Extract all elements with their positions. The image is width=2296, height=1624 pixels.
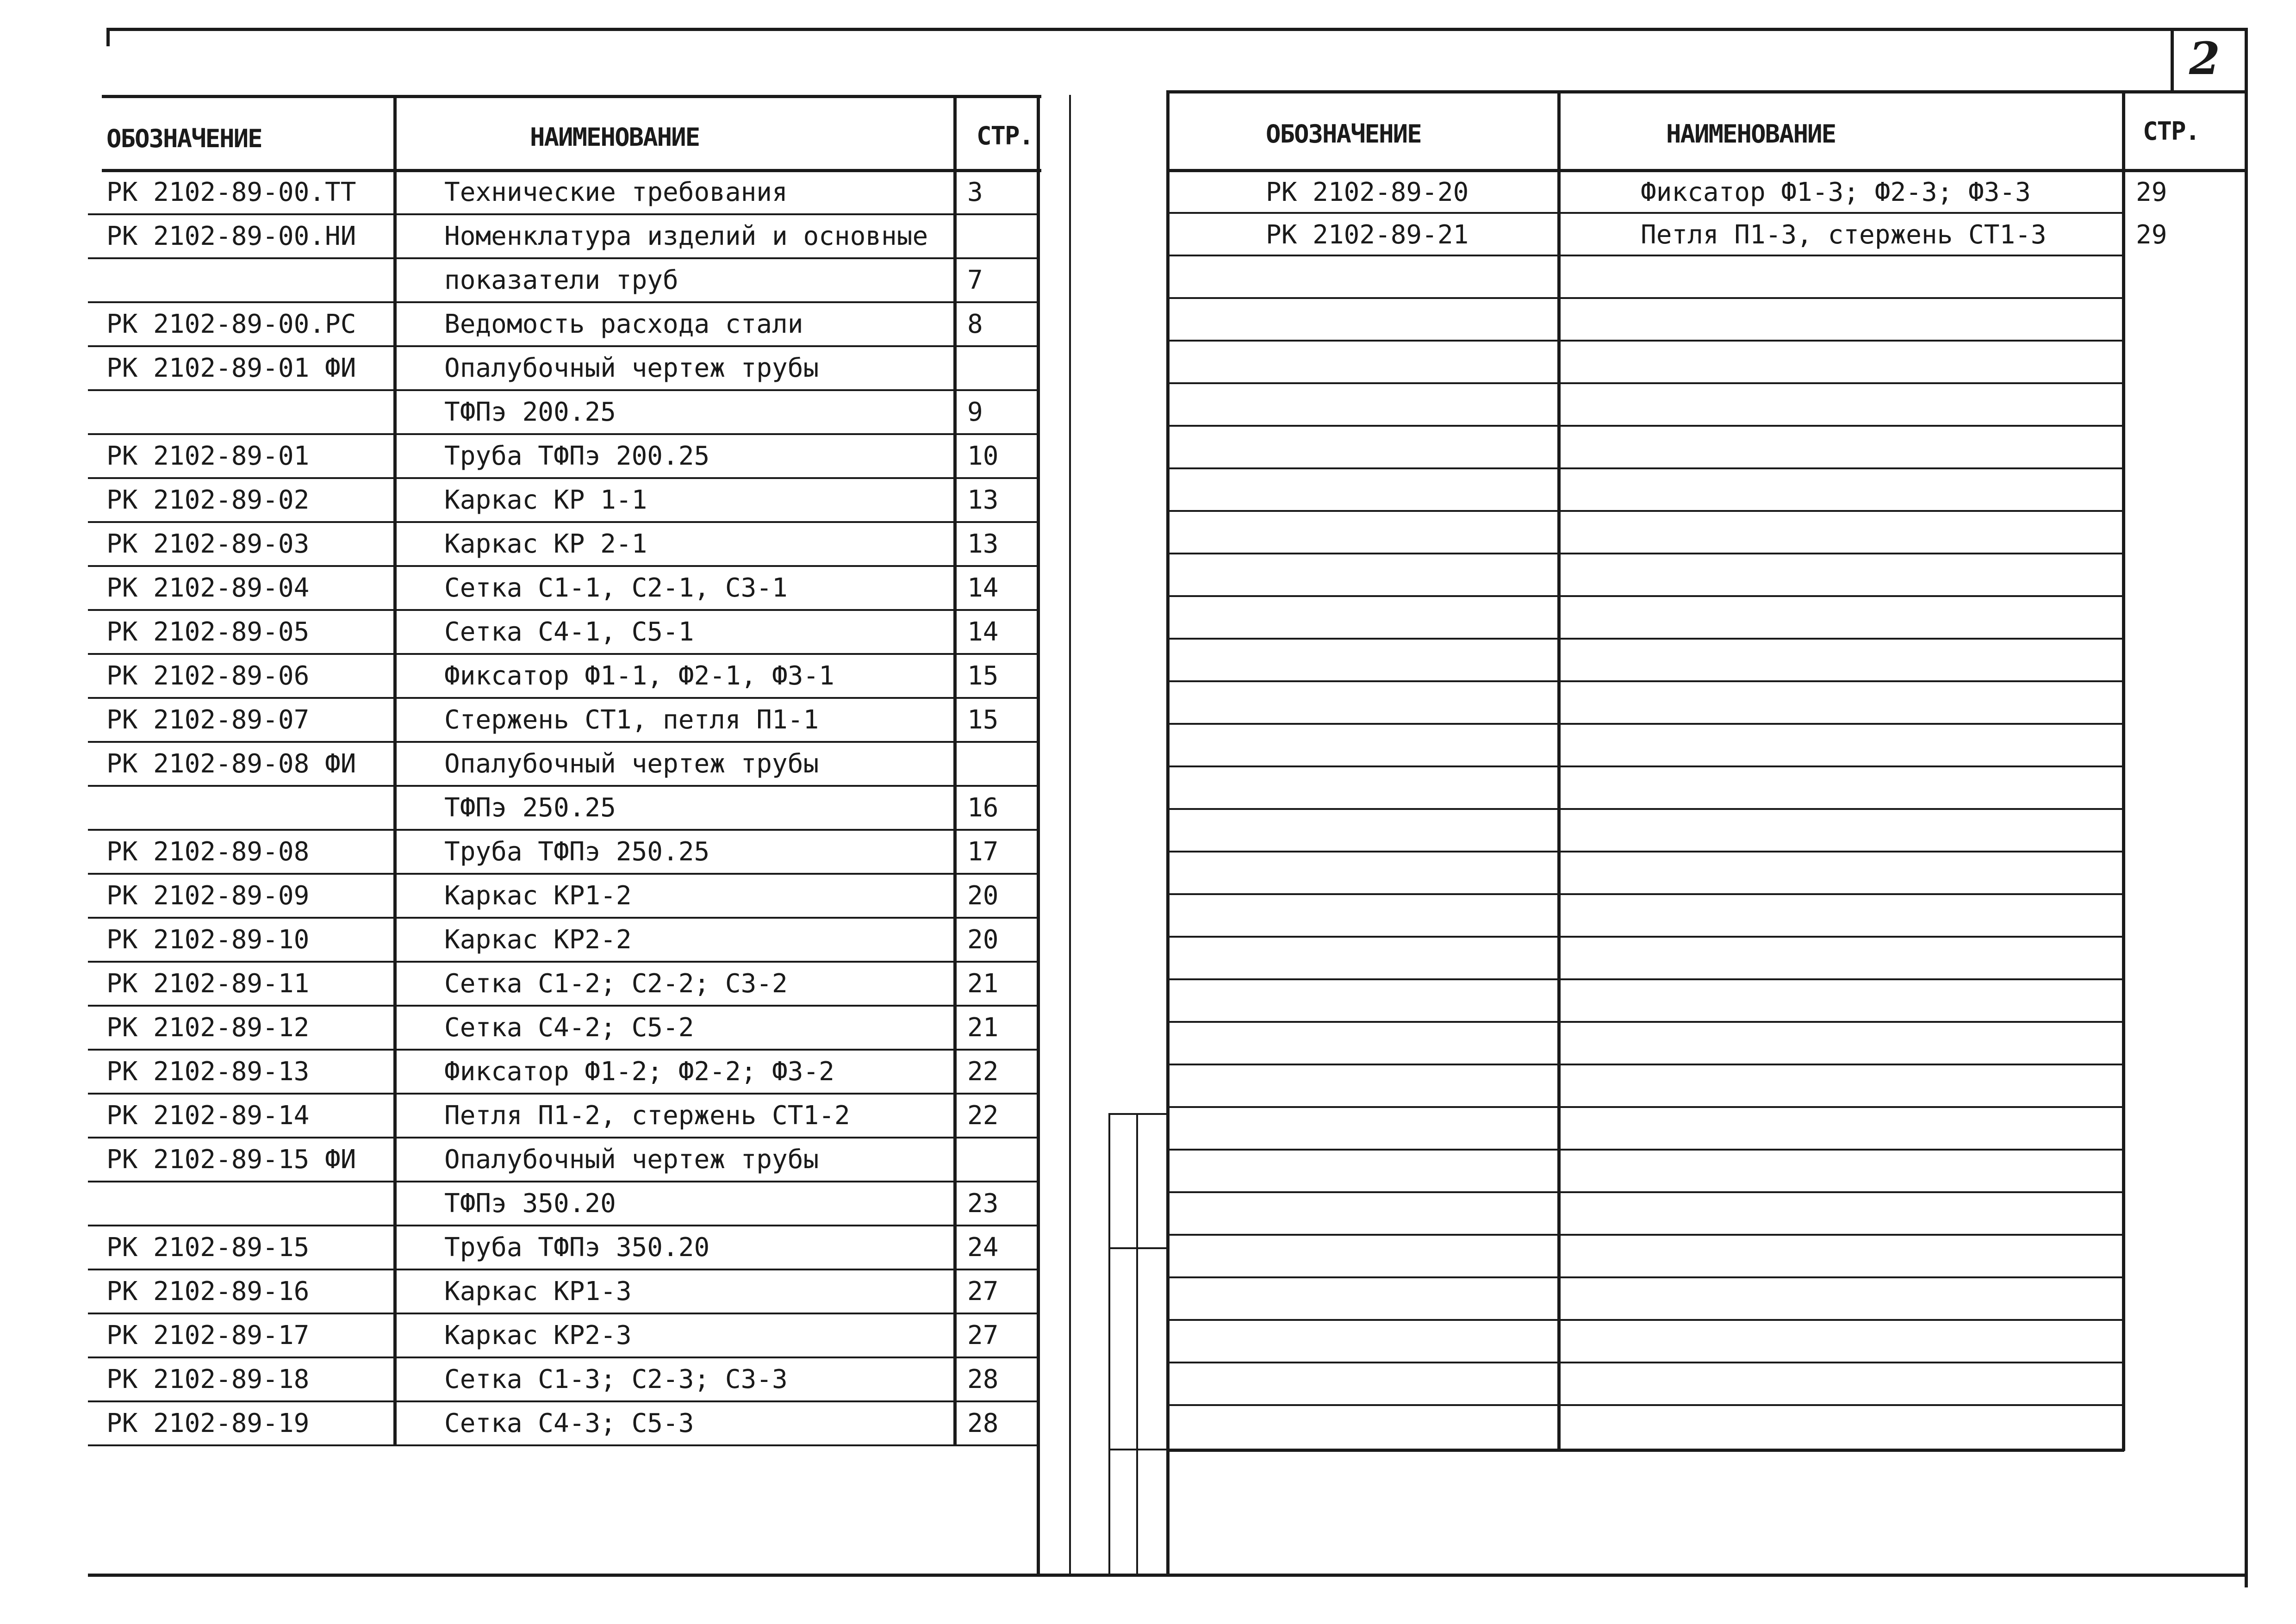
right-table-left-border <box>1166 90 1170 1576</box>
row-separator <box>88 873 1037 875</box>
left-row-name: Каркас КР 1-1 <box>444 485 647 515</box>
left-row-name: Фиксатор Ф1-1, Ф2-1, Ф3-1 <box>444 661 834 691</box>
row-separator <box>88 1093 1037 1095</box>
left-row-name: Сетка С1-1, С2-1, С3-1 <box>444 573 788 603</box>
left-row-name: ТФПэ 250.25 <box>444 793 616 823</box>
left-row-code: РК 2102-89-08 ФИ <box>106 749 356 779</box>
binding-strip-top <box>1108 1113 1166 1115</box>
row-separator <box>88 1444 1037 1446</box>
row-separator <box>1166 1021 2124 1023</box>
left-row-page: 9 <box>967 397 983 427</box>
row-separator <box>88 1181 1037 1182</box>
left-row-code: РК 2102-89-01 <box>106 441 310 471</box>
left-header-page: СТР. <box>977 121 1033 150</box>
left-row-page: 15 <box>967 705 999 735</box>
left-row-code: РК 2102-89-00.НИ <box>106 221 356 251</box>
row-separator <box>1166 638 2124 640</box>
row-separator <box>88 345 1037 347</box>
left-row-page: 16 <box>967 793 999 823</box>
row-separator <box>1166 1276 2124 1278</box>
left-row-name: Каркас КР2-2 <box>444 925 632 955</box>
row-separator <box>1166 1404 2124 1406</box>
right-frame-line <box>2245 28 2248 1587</box>
left-row-page: 3 <box>967 177 983 207</box>
right-header-top-line <box>1166 90 2245 93</box>
left-row-page: 20 <box>967 925 999 955</box>
left-row-code: РК 2102-89-04 <box>106 573 310 603</box>
row-separator <box>1166 978 2124 980</box>
left-row-code: РК 2102-89-07 <box>106 705 310 735</box>
left-row-name: Опалубочный чертеж трубы <box>444 749 819 779</box>
row-separator <box>88 1005 1037 1007</box>
right-row-name: Фиксатор Ф1-3; Ф2-3; Ф3-3 <box>1641 177 2031 207</box>
left-row-name: Каркас КР1-3 <box>444 1276 632 1307</box>
right-row-page: 29 <box>2136 220 2167 250</box>
row-separator <box>88 213 1037 215</box>
row-separator <box>1166 467 2124 469</box>
left-header-top-line <box>102 95 1041 98</box>
top-frame-line <box>106 28 2245 31</box>
left-row-page: 13 <box>967 485 999 515</box>
right-header-page: СТР. <box>2143 117 2200 146</box>
left-header-bottom-line <box>102 169 1041 172</box>
row-separator <box>88 433 1037 435</box>
row-separator <box>1166 510 2124 512</box>
row-separator <box>1166 553 2124 554</box>
row-separator <box>88 961 1037 963</box>
row-separator <box>88 389 1037 391</box>
left-row-code: РК 2102-89-13 <box>106 1057 310 1087</box>
left-row-code: РК 2102-89-12 <box>106 1013 310 1043</box>
right-header-name: НАИМЕНОВАНИЕ <box>1666 119 1836 149</box>
left-row-code: РК 2102-89-19 <box>106 1408 310 1438</box>
center-gap-line <box>1069 95 1071 1576</box>
left-row-page: 17 <box>967 837 999 867</box>
row-separator <box>1166 936 2124 938</box>
row-separator <box>1166 595 2124 597</box>
row-separator <box>88 521 1037 523</box>
row-separator <box>1166 851 2124 852</box>
left-row-name: Ведомость расхода стали <box>444 309 803 339</box>
row-separator <box>1166 212 2124 214</box>
right-header-designation: ОБОЗНАЧЕНИЕ <box>1266 119 1421 149</box>
left-row-name: Опалубочный чертеж трубы <box>444 353 819 383</box>
left-row-page: 23 <box>967 1188 999 1219</box>
left-row-name: Каркас КР1-2 <box>444 881 632 911</box>
row-separator <box>88 917 1037 919</box>
right-row-page: 29 <box>2136 177 2167 207</box>
right-col-divider-1 <box>1557 90 1561 1451</box>
binding-strip-line-1 <box>1108 1113 1110 1576</box>
row-separator <box>1166 297 2124 299</box>
left-row-code: РК 2102-89-15 <box>106 1232 310 1263</box>
row-separator <box>1166 765 2124 767</box>
row-separator <box>1166 1234 2124 1236</box>
left-row-page: 21 <box>967 1013 999 1043</box>
left-row-code: РК 2102-89-15 ФИ <box>106 1145 356 1175</box>
left-row-name: Сетка С1-3; С2-3; С3-3 <box>444 1364 788 1394</box>
left-row-code: РК 2102-89-08 <box>106 837 310 867</box>
left-row-page: 13 <box>967 529 999 559</box>
left-row-page: 28 <box>967 1364 999 1394</box>
row-separator <box>1166 1106 2124 1108</box>
row-separator <box>1166 808 2124 810</box>
left-row-name: Сетка С1-2; С2-2; С3-2 <box>444 969 788 999</box>
left-row-page: 7 <box>967 265 983 295</box>
row-separator <box>88 1313 1037 1314</box>
row-separator <box>88 1269 1037 1270</box>
binding-strip-line-2 <box>1136 1113 1138 1576</box>
left-row-page: 27 <box>967 1320 999 1350</box>
left-row-name: Технические требования <box>444 177 788 207</box>
left-row-code: РК 2102-89-18 <box>106 1364 310 1394</box>
row-separator <box>88 301 1037 303</box>
left-row-page: 24 <box>967 1232 999 1263</box>
left-row-code: РК 2102-89-00.ТТ <box>106 177 356 207</box>
left-row-name: ТФПэ 200.25 <box>444 397 616 427</box>
left-row-code: РК 2102-89-14 <box>106 1101 310 1131</box>
row-separator <box>1166 255 2124 256</box>
row-separator <box>1166 893 2124 895</box>
row-separator <box>88 1049 1037 1051</box>
row-separator <box>1166 1064 2124 1065</box>
binding-strip-mid-1 <box>1108 1247 1166 1249</box>
row-separator <box>88 609 1037 611</box>
left-row-page: 15 <box>967 661 999 691</box>
row-separator <box>88 653 1037 655</box>
right-row-code: РК 2102-89-20 <box>1266 177 1469 207</box>
left-row-name: Труба ТФПэ 200.25 <box>444 441 710 471</box>
left-row-page: 14 <box>967 573 999 603</box>
left-row-name: Стержень СТ1, петля П1-1 <box>444 705 819 735</box>
left-row-code: РК 2102-89-10 <box>106 925 310 955</box>
binding-strip-mid-2 <box>1108 1449 1166 1450</box>
row-separator <box>88 257 1037 259</box>
left-row-page: 21 <box>967 969 999 999</box>
left-row-page: 28 <box>967 1408 999 1438</box>
left-row-code: РК 2102-89-11 <box>106 969 310 999</box>
left-row-name: ТФПэ 350.20 <box>444 1188 616 1219</box>
left-row-page: 22 <box>967 1057 999 1087</box>
left-header-designation: ОБОЗНАЧЕНИЕ <box>106 124 262 153</box>
left-row-name: Труба ТФПэ 350.20 <box>444 1232 710 1263</box>
row-separator <box>88 785 1037 787</box>
left-row-name: Номенклатура изделий и основные <box>444 221 928 251</box>
left-row-name: Опалубочный чертеж трубы <box>444 1145 819 1175</box>
left-row-code: РК 2102-89-02 <box>106 485 310 515</box>
left-header-name: НАИМЕНОВАНИЕ <box>530 123 700 152</box>
right-header-bottom-line <box>1166 169 2245 172</box>
left-row-name: Труба ТФПэ 250.25 <box>444 837 710 867</box>
left-row-name: Фиксатор Ф1-2; Ф2-2; Ф3-2 <box>444 1057 834 1087</box>
row-separator <box>88 829 1037 831</box>
left-row-name: Каркас КР 2-1 <box>444 529 647 559</box>
left-row-code: РК 2102-89-06 <box>106 661 310 691</box>
row-separator <box>88 1356 1037 1358</box>
left-row-page: 14 <box>967 617 999 647</box>
right-row-code: РК 2102-89-21 <box>1266 220 1469 250</box>
right-col-divider-2 <box>2122 90 2125 1451</box>
left-row-code: РК 2102-89-16 <box>106 1276 310 1307</box>
right-table-bottom-line <box>1166 1449 2124 1452</box>
row-separator <box>1166 425 2124 427</box>
left-row-page: 10 <box>967 441 999 471</box>
left-col-divider-1 <box>393 95 397 1446</box>
row-separator <box>88 741 1037 743</box>
left-row-name: показатели труб <box>444 265 678 295</box>
row-separator <box>88 477 1037 479</box>
left-row-name: Сетка С4-3; С5-3 <box>444 1408 694 1438</box>
left-row-name: Каркас КР2-3 <box>444 1320 632 1350</box>
row-separator <box>1166 340 2124 342</box>
row-separator <box>1166 1191 2124 1193</box>
left-row-code: РК 2102-89-17 <box>106 1320 310 1350</box>
left-row-code: РК 2102-89-01 ФИ <box>106 353 356 383</box>
right-row-name: Петля П1-3, стержень СТ1-3 <box>1641 220 2047 250</box>
left-table-right-border <box>1037 95 1040 1576</box>
left-row-code: РК 2102-89-03 <box>106 529 310 559</box>
row-separator <box>88 1137 1037 1139</box>
left-row-name: Сетка С4-2; С5-2 <box>444 1013 694 1043</box>
row-separator <box>1166 382 2124 384</box>
left-row-page: 8 <box>967 309 983 339</box>
left-row-page: 27 <box>967 1276 999 1307</box>
left-row-code: РК 2102-89-00.РС <box>106 309 356 339</box>
left-row-name: Петля П1-2, стержень СТ1-2 <box>444 1101 850 1131</box>
row-separator <box>1166 1319 2124 1321</box>
row-separator <box>88 565 1037 567</box>
left-col-divider-2 <box>953 95 957 1446</box>
page-number: 2 <box>2189 32 2220 85</box>
page-number-box-left <box>2171 28 2174 93</box>
top-left-tick <box>106 28 110 46</box>
row-separator <box>1166 680 2124 682</box>
left-row-code: РК 2102-89-09 <box>106 881 310 911</box>
row-separator <box>1166 1149 2124 1151</box>
left-row-code: РК 2102-89-05 <box>106 617 310 647</box>
left-row-page: 22 <box>967 1101 999 1131</box>
left-row-page: 20 <box>967 881 999 911</box>
left-row-name: Сетка С4-1, С5-1 <box>444 617 694 647</box>
row-separator <box>88 697 1037 699</box>
row-separator <box>1166 723 2124 725</box>
row-separator <box>88 1225 1037 1226</box>
row-separator <box>1166 1362 2124 1363</box>
row-separator <box>88 1400 1037 1402</box>
